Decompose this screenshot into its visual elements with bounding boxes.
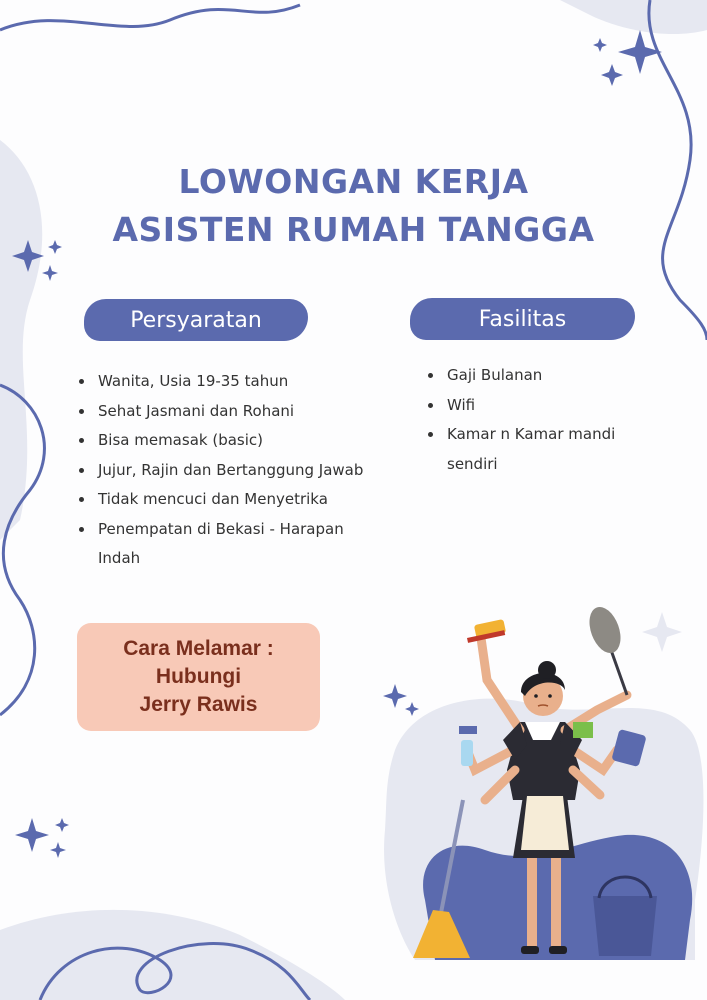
list-item: Tidak mencuci dan Menyetrika (78, 485, 378, 515)
list-item: Gaji Bulanan (427, 361, 667, 391)
requirements-heading: Persyaratan (84, 299, 308, 341)
list-item: Penempatan di Bekasi - Harapan Indah (78, 515, 378, 574)
facilities-list (427, 361, 667, 479)
list-item: Jujur, Rajin dan Bertanggung Jawab (78, 456, 378, 486)
requirements-list (78, 367, 378, 574)
list-item: Sehat Jasmani dan Rohani (78, 397, 378, 427)
facilities-heading: Fasilitas (410, 298, 635, 340)
apply-box (77, 623, 320, 731)
contact-name: Jerry Rawis (139, 693, 258, 716)
title-line-1: LOWONGAN KERJA (178, 162, 529, 201)
apply-instruction: Hubungi (155, 665, 242, 688)
list-item: Wanita, Usia 19-35 tahun (78, 367, 378, 397)
title-line-2: ASISTEN RUMAH TANGGA (112, 210, 595, 249)
list-item: Kamar n Kamar mandi sendiri (427, 420, 667, 479)
list-item: Bisa memasak (basic) (78, 426, 378, 456)
list-item: Wifi (427, 391, 667, 421)
apply-label: Cara Melamar : (123, 637, 274, 660)
housekeeper-illustration (375, 600, 707, 1000)
